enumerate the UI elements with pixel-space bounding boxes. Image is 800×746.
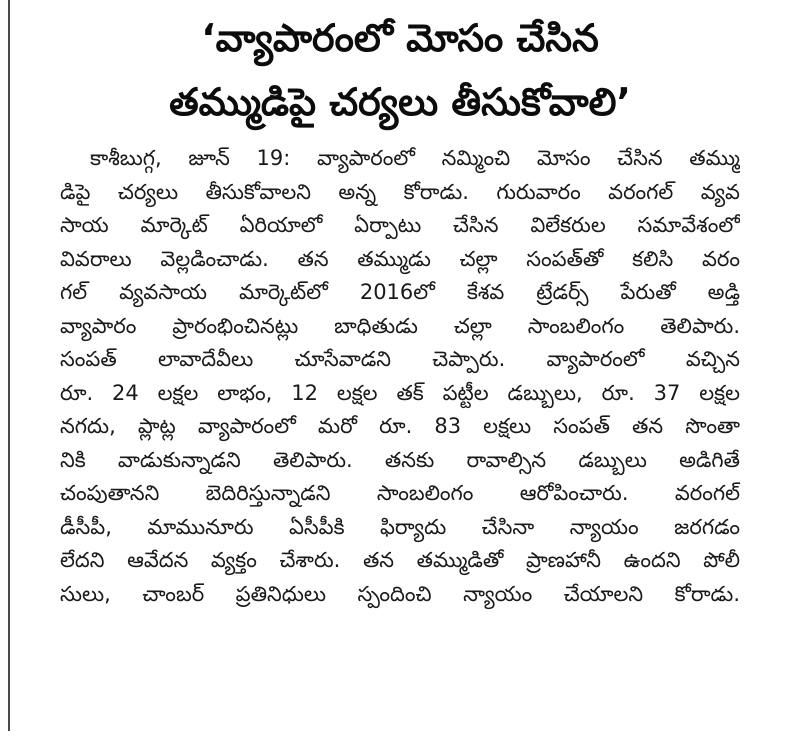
body-line: వ్యాపారం ప్రారంభించినట్లు బాధితుడు చల్లా సాంబలింగం తెలిపారు. xyxy=(60,313,740,338)
column-rule xyxy=(8,0,10,731)
body-line: గల్ వ్యవసాయ మార్కెట్‌లో 2016లో కేశవ ట్రేడర్స్ పేరుతో అడ్తి xyxy=(60,280,740,304)
news-article xyxy=(60,0,740,611)
body-line: వివరాలు వెల్లడించాడు. తన తమ్ముడు చల్లా సంపత్‌తో కలిసి వరం xyxy=(60,246,740,271)
body-line: నగదు, ప్లాట్ల వ్యాపారంలో మరో రూ. 83 లక్షలు సంపత్ తన సొంతా xyxy=(60,414,740,438)
body-line: సంపత్ లావాదేవీలు చూసేవాడని చెప్పారు. వ్యాపారంలో వచ్చిన xyxy=(60,347,740,371)
body-line: నికి వాడుకున్నాడని తెలిపారు. తనకు రావాల్సిన డబ్బులు అడిగితే xyxy=(60,447,740,472)
headline-line: ‘వ్యాపారంలో మోసం చేసిన xyxy=(201,16,599,60)
body-line: సులు, చాంబర్ ప్రతినిధులు స్పందించి న్యాయం చేయాలని కోరాడు. xyxy=(60,581,740,606)
body-line: కాశీబుగ్గ, జూన్ 19: వ్యాపారంలో నమ్మించి మోసం చేసిన తమ్ము xyxy=(90,146,740,170)
body-line: చంపుతానని బెదిరిస్తున్నాడని సాంబలింగం ఆరోపించారు. వరంగల్ xyxy=(60,481,740,505)
body-line: సాయ మార్కెట్ ఏరియాలో ఏర్పాటు చేసిన విలేకరుల సమావేశంలో xyxy=(60,213,740,237)
next-article-headline-cropped xyxy=(80,706,720,746)
headline-line: తమ్ముడిపై చర్యలు తీసుకోవాలి’ xyxy=(169,80,631,124)
body-line: డిపై చర్యలు తీసుకోవాలని అన్న కోరాడు. గురువారం వరంగల్ వ్యవ xyxy=(60,179,740,204)
body-line: డీసీపీ, మామునూరు ఏసీపీకి ఫిర్యాదు చేసినా న్యాయం జరగడం xyxy=(60,514,740,539)
body-line: లేదని ఆవేదన వ్యక్తం చేశారు. తన తమ్ముడితో ప్రాణహానీ ఉందని పోలీ xyxy=(60,548,740,572)
article-headline xyxy=(60,0,740,134)
body-line: రూ. 24 లక్షల లాభం, 12 లక్షల తక్ పట్టీల డబ్బులు, రూ. 37 లక్షల xyxy=(60,380,740,405)
article-body xyxy=(60,142,740,611)
